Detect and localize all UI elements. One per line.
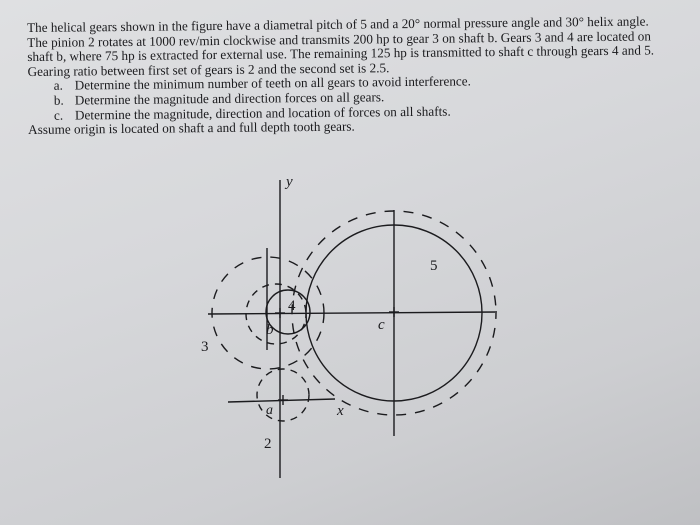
problem-intro: The helical gears shown in the figure have a diametral pitch of 5 and a 20° normal pressure angle and 30° helix angle. The pinion 2 rotates at 1000 rev/min clockwise and transmits 200 hp to gear 3 on shaft b. Gears 3 and 4 are located on shaft b, where 75 hp is extracted for external use. The remaining 125 hp is transmitted to shaft c through gears 4 and 5. Gearing ratio between first set of gears is 2 and the second set is 2.5. <box>26 13 655 79</box>
shafts-b-c-horizontal-centerline <box>208 312 497 314</box>
gear-3-label: 3 <box>201 339 209 355</box>
x-axis-label: x <box>337 403 344 419</box>
part-b-text: Determine the magnitude and direction forces on all gears. <box>74 89 385 108</box>
gear-4-label: 4 <box>288 298 296 314</box>
shaft-b-label: b <box>266 322 274 338</box>
part-c-label: c. <box>53 107 64 123</box>
part-a-label: a. <box>53 78 63 94</box>
shaft-a-label: a <box>266 403 273 418</box>
shaft-c-label: c <box>378 317 385 333</box>
shaft-c-center-mark <box>389 307 399 317</box>
part-b-label: b. <box>53 92 64 108</box>
assumption-note: Assume origin is located on shaft a and full depth tooth gears. <box>28 118 355 138</box>
gear-5-label: 5 <box>430 258 438 274</box>
part-c-text: Determine the magnitude, direction and location of forces on all shafts. <box>74 103 451 123</box>
part-a-text: Determine the minimum number of teeth on all gears to avoid interference. <box>74 73 471 93</box>
shaft-b-center-mark <box>275 308 285 318</box>
gear-2-label: 2 <box>264 436 272 452</box>
y-axis-label: y <box>286 174 293 190</box>
